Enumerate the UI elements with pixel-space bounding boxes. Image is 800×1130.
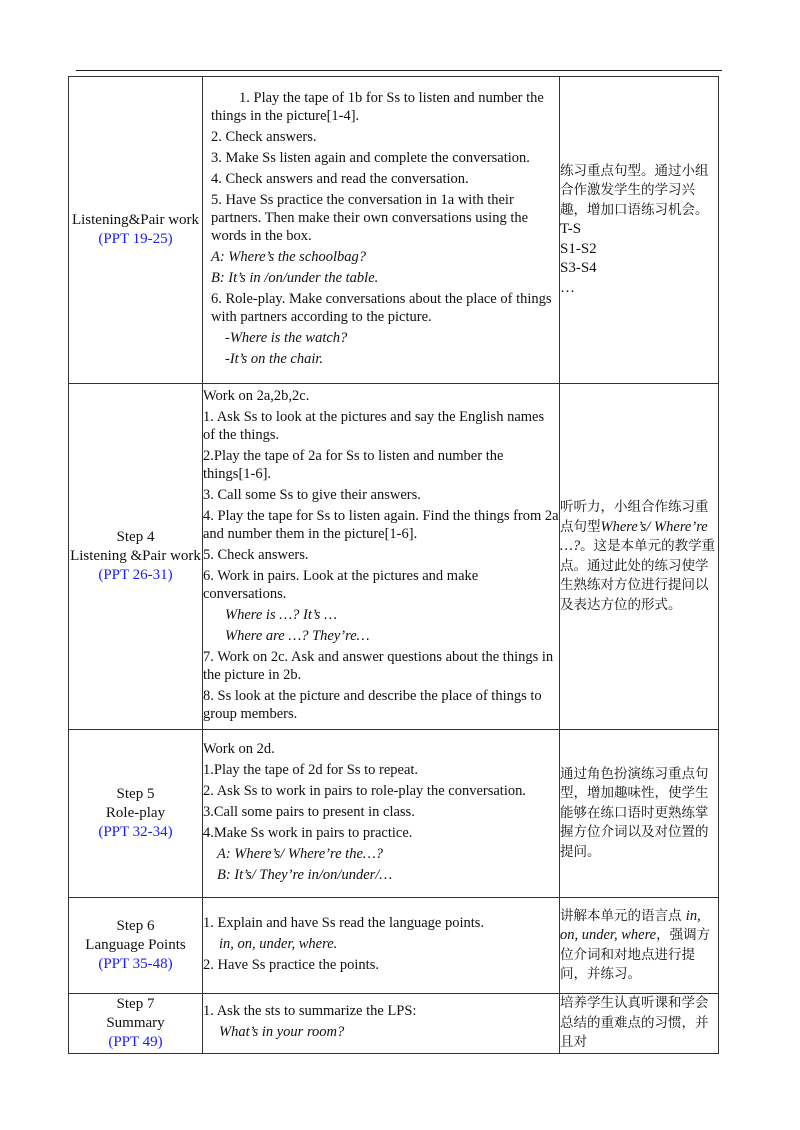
procedure-line: 2. Ask Ss to work in pairs to role-play the conversation. (203, 783, 526, 799)
procedure-example: A: Where’s/ Where’re the…? (217, 846, 384, 862)
table-row (69, 384, 719, 730)
procedure-line: 3.Call some pairs to present in class. (203, 804, 415, 820)
procedure-line: 2. Have Ss practice the points. (203, 957, 379, 973)
procedure-cell (203, 384, 560, 730)
procedure-example: Where are …? They’re… (225, 628, 370, 644)
procedure-line: 6. Role-play. Make conversations about the place of things with partners according to the picture. (211, 291, 552, 325)
ppt-range: (PPT 32-34) (98, 824, 173, 840)
procedure-example: -It’s on the chair. (225, 351, 324, 367)
procedure-line: Work on 2a,2b,2c. (203, 388, 310, 404)
aim-text (560, 498, 718, 615)
stage-title: Step 7 (116, 995, 155, 1012)
procedure-line: 2. Check answers. (211, 129, 317, 145)
stage-title: Step 4 (116, 529, 155, 545)
aim-text-post: ，强调方位介词和对地点进行提问，并练习。 (560, 927, 711, 982)
stage-name: Listening&Pair work (71, 212, 200, 228)
procedure-line: 7. Work on 2c. Ask and answer questions about the things in the picture in 2b. (203, 649, 554, 683)
stage-name: Role-play (105, 805, 166, 821)
stage-cell (69, 384, 203, 730)
stage-title: Step 6 (116, 918, 155, 934)
procedure-line: 5. Check answers. (203, 547, 309, 563)
ppt-range: (PPT 49) (108, 1033, 163, 1050)
procedure-line: 2.Play the tape of 2a for Ss to listen and number the things[1-6]. (203, 448, 504, 482)
procedure-example: B: It’s/ They’re in/on/under/… (217, 867, 393, 883)
procedure-cell (203, 994, 560, 1054)
header-rule (76, 70, 722, 71)
procedure-line: 1. Explain and have Ss read the language points. (203, 915, 485, 931)
aim-ellipsis: … (560, 279, 575, 296)
aim-text: 培养学生认真听课和学会总结的重难点的习惯，并且对 (560, 995, 709, 1050)
aim-pattern: T-S (560, 221, 582, 238)
procedure-line: 3. Call some Ss to give their answers. (203, 487, 421, 503)
stage-cell (69, 77, 203, 384)
procedure-line: 4. Check answers and read the conversation. (211, 171, 469, 187)
aim-text: 通过角色扮演练习重点句型，增加趣味性，使学生能够在练口语时更熟练掌握方位介词以及对位置的提问。 (560, 765, 709, 860)
table-row (69, 898, 719, 994)
stage-name: Listening &Pair work (70, 548, 201, 564)
procedure-line: 5. Have Ss practice the conversation in 1a with their partners. Then make their own conversations using the words in the box. (211, 192, 529, 244)
ppt-range: (PPT 19-25) (98, 231, 173, 247)
aim-text (560, 907, 718, 985)
procedure-line: 4. Play the tape for Ss to listen again. Find the things from 2a and number them in the picture[1-6]. (203, 508, 559, 542)
table-row (69, 994, 719, 1054)
stage-name: Language Points (85, 937, 186, 953)
procedure-cell (203, 898, 560, 994)
procedure-cell (203, 730, 560, 898)
procedure-line: 6. Work in pairs. Look at the pictures and make conversations. (203, 568, 479, 602)
aim-cell (560, 994, 719, 1054)
stage-cell (69, 730, 203, 898)
procedure-line: 1. Play the tape of 1b for Ss to listen and number the things in the picture[1-4]. (211, 90, 544, 124)
procedure-example: A: Where’s the schoolbag? (211, 249, 367, 265)
aim-text-pre: 听听力，小组合作练习重点句型 (560, 499, 709, 535)
stage-cell (69, 994, 203, 1054)
procedure-line: 1. Ask Ss to look at the pictures and say the English names of the things. (203, 409, 545, 443)
procedure-example: What’s in your room? (219, 1024, 345, 1041)
aim-pattern: S3-S4 (560, 260, 597, 277)
procedure-example: in, on, under, where. (219, 936, 338, 952)
stage-name: Summary (106, 1014, 165, 1031)
aim-pattern: S1-S2 (560, 240, 597, 257)
table-row (69, 77, 719, 384)
stage-title: Step 5 (116, 786, 155, 802)
procedure-line: 1. Ask the sts to summarize the LPS: (203, 1003, 417, 1020)
aim-cell (560, 898, 719, 994)
aim-cell (560, 384, 719, 730)
procedure-example: Where is …? It’s … (225, 607, 337, 623)
lesson-plan-table (68, 76, 719, 1054)
stage-cell (69, 898, 203, 994)
procedure-line: 4.Make Ss work in pairs to practice. (203, 825, 413, 841)
aim-cell (560, 77, 719, 384)
ppt-range: (PPT 26-31) (98, 567, 173, 583)
procedure-example: -Where is the watch? (225, 330, 348, 346)
ppt-range: (PPT 35-48) (98, 956, 173, 972)
procedure-line: 1.Play the tape of 2d for Ss to repeat. (203, 762, 419, 778)
aim-italic: in, on, under, where (560, 907, 701, 943)
table-row (69, 730, 719, 898)
aim-italic: Where’s/ Where’re …? (560, 518, 708, 554)
procedure-line: 3. Make Ss listen again and complete the conversation. (211, 150, 530, 166)
aim-cell (560, 730, 719, 898)
aim-text-pre: 讲解本单元的语言点 (560, 907, 686, 924)
aim-text-post: 。这是本单元的教学重点。通过此处的练习使学生熟练对方位进行提问以及表达方位的形式。 (560, 538, 716, 613)
procedure-example: B: It’s in /on/under the table. (211, 270, 379, 286)
procedure-line: 8. Ss look at the picture and describe the place of things to group members. (203, 688, 542, 722)
procedure-cell (203, 77, 560, 384)
aim-text: 练习重点句型。通过小组合作激发学生的学习兴趣，增加口语练习机会。 (560, 162, 709, 218)
procedure-line: Work on 2d. (203, 741, 275, 757)
